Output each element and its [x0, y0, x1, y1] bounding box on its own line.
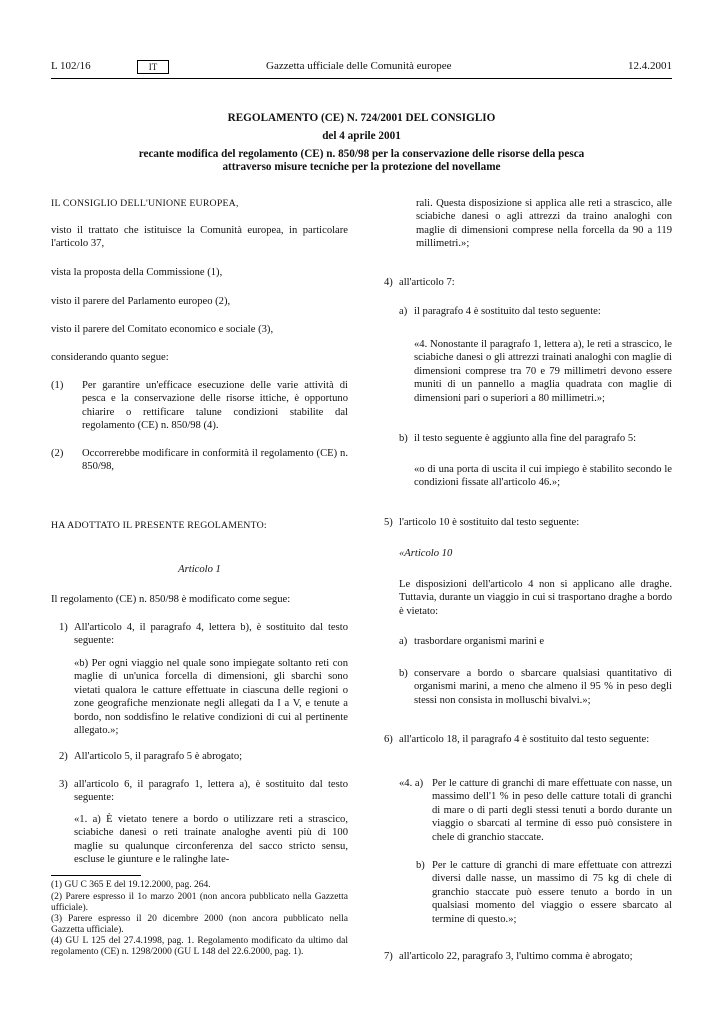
item-number: 4): [384, 277, 393, 288]
citation-committee: visto il parere del Comitato economico e sociale (3),: [51, 324, 274, 335]
regulation-subject-1: recante modifica del regolamento (CE) n. 850/98 per la conservazione delle risorse della pesca: [138, 148, 585, 160]
journal-title: Gazzetta ufficiale delle Comunità europee: [266, 60, 452, 72]
regulation-title: REGOLAMENTO (CE) N. 724/2001 DEL CONSIGLIO: [227, 112, 496, 124]
item-5: l'articolo 10 è sostituito dal testo seguente:: [399, 517, 580, 528]
item-number: 1): [59, 622, 68, 633]
item-number: 5): [384, 517, 393, 528]
item-4a-quote: «4. Nonostante il paragrafo 1, lettera a), le reti a strascico, le sciabiche danesi o gli attrezzi trainati analoghi con maglie di dimensioni comprese tra 70 e 79 millimetri devono essere muniti di un pannello a maglia quadrata con maglie di dimensioni pari o superiori a 80 millimetri.»;: [414, 339, 672, 404]
item-6a: Per le catture di granchi di mare effettuate con nasse, un massimo dell'1 % in peso delle catture totali di granchi di mare o di parti degli stessi tenuti a bordo durante un viaggio o sbarcati al termine di esso può consistere in chele di granchio staccate.: [432, 778, 672, 843]
language-box: IT: [137, 60, 169, 74]
item-4: all'articolo 7:: [399, 277, 455, 288]
sub-item-letter: b): [399, 668, 408, 679]
item-3: all'articolo 6, il paragrafo 1, lettera a), è sostituito dal testo seguente:: [74, 779, 348, 804]
article-10-text: Le disposizioni dell'articolo 4 non si applicano alle draghe. Tuttavia, durante un viaggio in cui si trasportano draghe a bordo è vietato:: [399, 579, 672, 617]
footnote-4: (4) GU L 125 del 27.4.1998, pag. 1. Regolamento modificato da ultimo dal regolamento (CE) n. 1298/2000 (GU L 148 del 22.6.2000, pag. 1).: [51, 936, 348, 958]
article-10-b: conservare a bordo o sbarcare qualsiasi quantitativo di organismi marini, a meno che almeno il 95 % in peso degli stessi non consista in molluschi bivalvi.»;: [414, 668, 672, 706]
regulation-date: del 4 aprile 2001: [322, 130, 401, 142]
item-7: all'articolo 22, paragrafo 3, l'ultimo comma è abrogato;: [399, 951, 633, 962]
footnote-2: (2) Parere espresso il 1o marzo 2001 (non ancora pubblicato nella Gazzetta ufficiale).: [51, 892, 348, 914]
footnote-1: (1) GU C 365 E del 19.12.2000, pag. 264.: [51, 880, 211, 890]
adopted-heading: HA ADOTTATO IL PRESENTE REGOLAMENTO:: [51, 520, 267, 531]
item-4a: il paragrafo 4 è sostituito dal testo seguente:: [414, 306, 601, 317]
item-1: All'articolo 4, il paragrafo 4, lettera b), è sostituito dal testo seguente:: [74, 622, 348, 647]
item-number: 3): [59, 779, 68, 790]
footnote-rule: [51, 875, 141, 876]
item-3-quote: «1. a) È vietato tenere a bordo o utilizzare reti a strascico, sciabiche danesi o reti trainate analoghe aventi più di 100 maglie su qualunque circonferenza del sacco stricto sensu, escluse le giunture e le ralinghe late-: [74, 814, 348, 866]
citation-commission: vista la proposta della Commissione (1),: [51, 267, 223, 278]
sub-item-letter: b): [416, 860, 425, 871]
council-heading: IL CONSIGLIO DELL'UNIONE EUROPEA,: [51, 198, 239, 209]
header-rule: [51, 78, 672, 79]
regulation-subject-2: attraverso misure tecniche per la protezione del novellame: [222, 161, 501, 173]
item-2: All'articolo 5, il paragrafo 5 è abrogato;: [74, 751, 243, 762]
recital-2: Occorrerebbe modificare in conformità il regolamento (CE) n. 850/98,: [82, 448, 348, 473]
item-4b-quote: «o di una porta di uscita il cui impiego è stabilito secondo le condizioni fissate all'articolo 46.»;: [414, 464, 672, 489]
item-number: 6): [384, 734, 393, 745]
recital-number: (1): [51, 380, 64, 391]
article-10-a: trasbordare organismi marini e: [414, 636, 545, 647]
item-4b: il testo seguente è aggiunto alla fine del paragrafo 5:: [414, 433, 637, 444]
sub-item-letter: a): [399, 636, 408, 647]
publication-date: 12.4.2001: [628, 60, 672, 72]
item-6: all'articolo 18, il paragrafo 4 è sostituito dal testo seguente:: [399, 734, 650, 745]
item-3-quote-continued: rali. Questa disposizione si applica alle reti a strascico, alle sciabiche danesi o agli attrezzi da traino analoghi con maglie di dimensioni comprese nella forcella da 90 a 119 millimetri.»;: [416, 198, 672, 250]
article-1-heading: Articolo 1: [178, 564, 221, 575]
item-number: 2): [59, 751, 68, 762]
sub-item-letter: b): [399, 433, 408, 444]
sub-item-letter: «4. a): [399, 778, 424, 789]
sub-item-letter: a): [399, 306, 408, 317]
journal-page-ref: L 102/16: [51, 60, 91, 72]
citation-treaty: visto il trattato che istituisce la Comunità europea, in particolare l'articolo 37,: [51, 225, 348, 250]
recital-1: Per garantire un'efficace esecuzione delle varie attività di pesca e la conservazione delle risorse ittiche, è opportuno chiarire o rettificare talune condizioni stabilite dal regolamento (CE) n. 850/98 (4).: [82, 380, 348, 432]
article-10-heading: «Articolo 10: [399, 548, 453, 559]
item-number: 7): [384, 951, 393, 962]
recital-number: (2): [51, 448, 64, 459]
citation-parliament: visto il parere del Parlamento europeo (2),: [51, 296, 231, 307]
amendment-intro: Il regolamento (CE) n. 850/98 è modificato come segue:: [51, 594, 291, 605]
footnote-3: (3) Parere espresso il 20 dicembre 2000 (non ancora pubblicato nella Gazzetta ufficiale).: [51, 914, 348, 936]
item-1-quote: «b) Per ogni viaggio nel quale sono impiegate soltanto reti con maglie di un'unica forcella di dimensioni, gli sbarchi sono vietati qualora le catture effettuate in ciascuna delle regioni o zone geografiche menzionate negli allegati da I a V, e tenute a bordo, non soddisfino le relative condizioni di cui al pertinente allegato.»;: [74, 658, 348, 737]
item-6b: Per le catture di granchi di mare effettuate con attrezzi diversi dalle nasse, un massimo di 75 kg di chele di granchio staccate può essere tenuto a bordo in un qualsiasi momento del viaggio o essere sbarcato al termine di questo.»;: [432, 860, 672, 925]
considering: considerando quanto segue:: [51, 352, 169, 363]
